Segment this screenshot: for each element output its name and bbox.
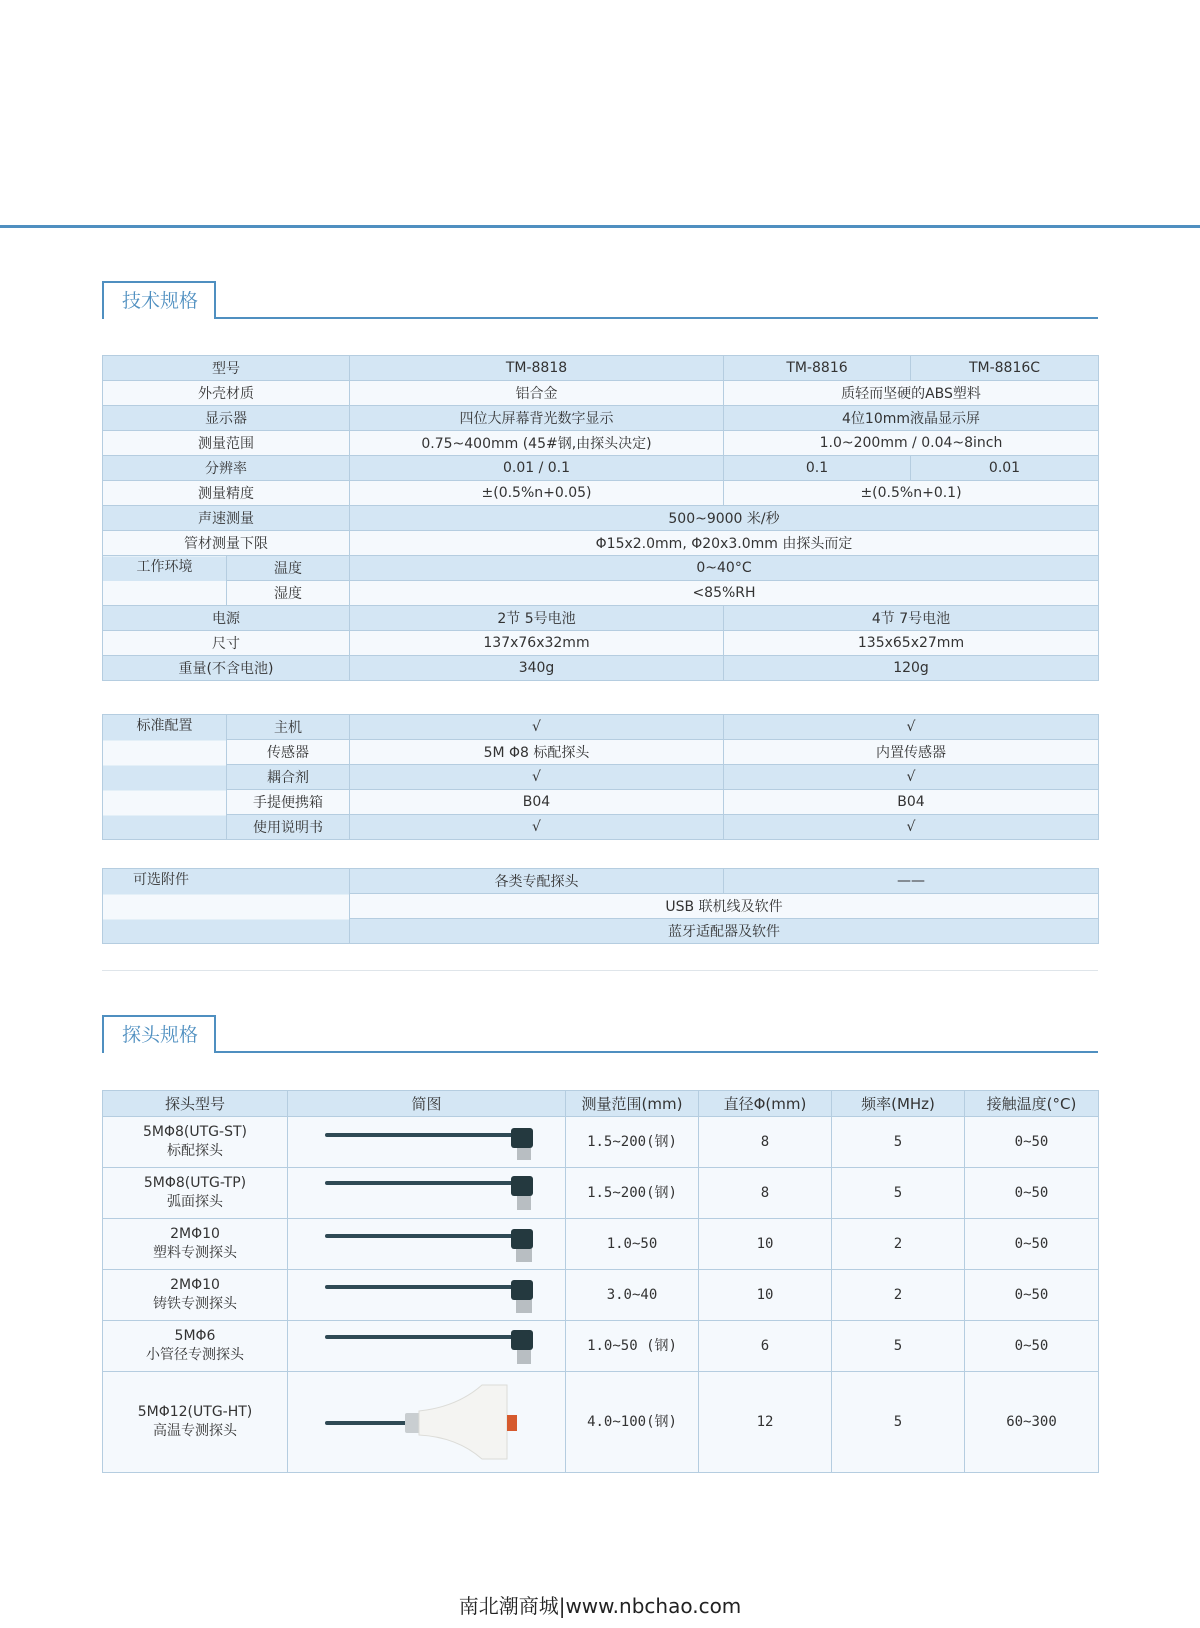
probe-row: 5MΦ6 小管径专测探头 1.0~50 (钢) 6 5 0~50: [103, 1321, 1099, 1372]
probe-model-cell: 2MΦ10 铸铁专测探头: [103, 1270, 288, 1321]
probe-model-cell: 5MΦ8(UTG-ST) 标配探头: [103, 1117, 288, 1168]
probe-row: 5MΦ8(UTG-ST) 标配探头 1.5~200(钢) 8 5 0~50: [103, 1117, 1099, 1168]
spec-row-accuracy: 测量精度 ±(0.5%n+0.05) ±(0.5%n+0.1): [103, 481, 1099, 506]
spec-row-pipe: 管材测量下限 Φ15x2.0mm, Φ20x3.0mm 由探头而定: [103, 531, 1099, 556]
optional-row: 可选附件 各类专配探头 ——: [103, 869, 1099, 894]
spec-row-humidity: 湿度 <85%RH: [103, 581, 1099, 606]
footer-site-text: 南北潮商城|www.nbchao.com: [458, 1594, 742, 1618]
optional-row: 蓝牙适配器及软件: [103, 919, 1099, 944]
spec-row-sound: 声速测量 500~9000 米/秒: [103, 506, 1099, 531]
spec-row-shell: 外壳材质 铝合金 质轻而坚硬的ABS塑料: [103, 381, 1099, 406]
high-temp-probe-icon: [307, 1377, 547, 1467]
probe-picture-cell: [288, 1270, 566, 1321]
probe-row: 2MΦ10 塑料专测探头 1.0~50 10 2 0~50: [103, 1219, 1099, 1270]
config-row: 使用说明书 √ √: [103, 815, 1099, 840]
probe-picture-cell: [288, 1219, 566, 1270]
probe-picture-cell: [288, 1321, 566, 1372]
section-rule: [102, 317, 1098, 319]
probe-picture-cell: [288, 1372, 566, 1473]
config-row: 传感器 5M Φ8 标配探头 内置传感器: [103, 740, 1099, 765]
probe-row: 2MΦ10 铸铁专测探头 3.0~40 10 2 0~50: [103, 1270, 1099, 1321]
probe-section-title: 探头规格: [102, 1015, 216, 1053]
config-row: 标准配置 主机 √ √: [103, 715, 1099, 740]
probe-model-cell: 5MΦ8(UTG-TP) 弧面探头: [103, 1168, 288, 1219]
optional-table: [102, 868, 1099, 944]
spec-row-temp: 工作环境 温度 0~40°C: [103, 556, 1099, 581]
spec-section-heading: [102, 281, 1098, 321]
probe-table: [102, 1090, 1099, 1473]
probe-straight-icon: [307, 1171, 547, 1215]
spec-row-range: 测量范围 0.75~400mm (45#钢,由探头决定) 1.0~200mm / 0.04~8inch: [103, 431, 1099, 456]
probe-model-cell: 5MΦ12(UTG-HT) 高温专测探头: [103, 1372, 288, 1473]
spec-table: [102, 355, 1099, 681]
probe-straight-icon: [307, 1273, 547, 1317]
config-table: [102, 714, 1099, 840]
probe-row: 5MΦ12(UTG-HT) 高温专测探头 4.0~100(钢) 12 5 60~300: [103, 1372, 1099, 1473]
probe-straight-icon: [307, 1324, 547, 1368]
config-row: 耦合剂 √ √: [103, 765, 1099, 790]
probe-row: 5MΦ8(UTG-TP) 弧面探头 1.5~200(钢) 8 5 0~50: [103, 1168, 1099, 1219]
spec-row-power: 电源 2节 5号电池 4节 7号电池: [103, 606, 1099, 631]
probe-header-row: 探头型号 简图 测量范围(mm) 直径Φ(mm) 频率(MHz) 接触温度(°C): [103, 1091, 1099, 1117]
probe-section-heading: [102, 1015, 1098, 1055]
spec-row-size: 尺寸 137x76x32mm 135x65x27mm: [103, 631, 1099, 656]
spec-row-display: 显示器 四位大屏幕背光数字显示 4位10mm液晶显示屏: [103, 406, 1099, 431]
probe-picture-cell: [288, 1168, 566, 1219]
optional-row: USB 联机线及软件: [103, 894, 1099, 919]
spec-header-row: 型号 TM-8818 TM-8816 TM-8816C: [103, 356, 1099, 381]
spec-section-title: 技术规格: [102, 281, 216, 319]
config-row: 手提便携箱 B04 B04: [103, 790, 1099, 815]
probe-straight-icon: [307, 1222, 547, 1266]
probe-picture-cell: [288, 1117, 566, 1168]
spec-row-resolution: 分辨率 0.01 / 0.1 0.1 0.01: [103, 456, 1099, 481]
top-blue-rule: [0, 225, 1200, 228]
probe-straight-icon: [307, 1120, 547, 1164]
spec-row-weight: 重量(不含电池) 340g 120g: [103, 656, 1099, 681]
probe-model-cell: 2MΦ10 塑料专测探头: [103, 1219, 288, 1270]
probe-model-cell: 5MΦ6 小管径专测探头: [103, 1321, 288, 1372]
section-rule: [102, 1051, 1098, 1053]
section-divider: [102, 970, 1098, 971]
